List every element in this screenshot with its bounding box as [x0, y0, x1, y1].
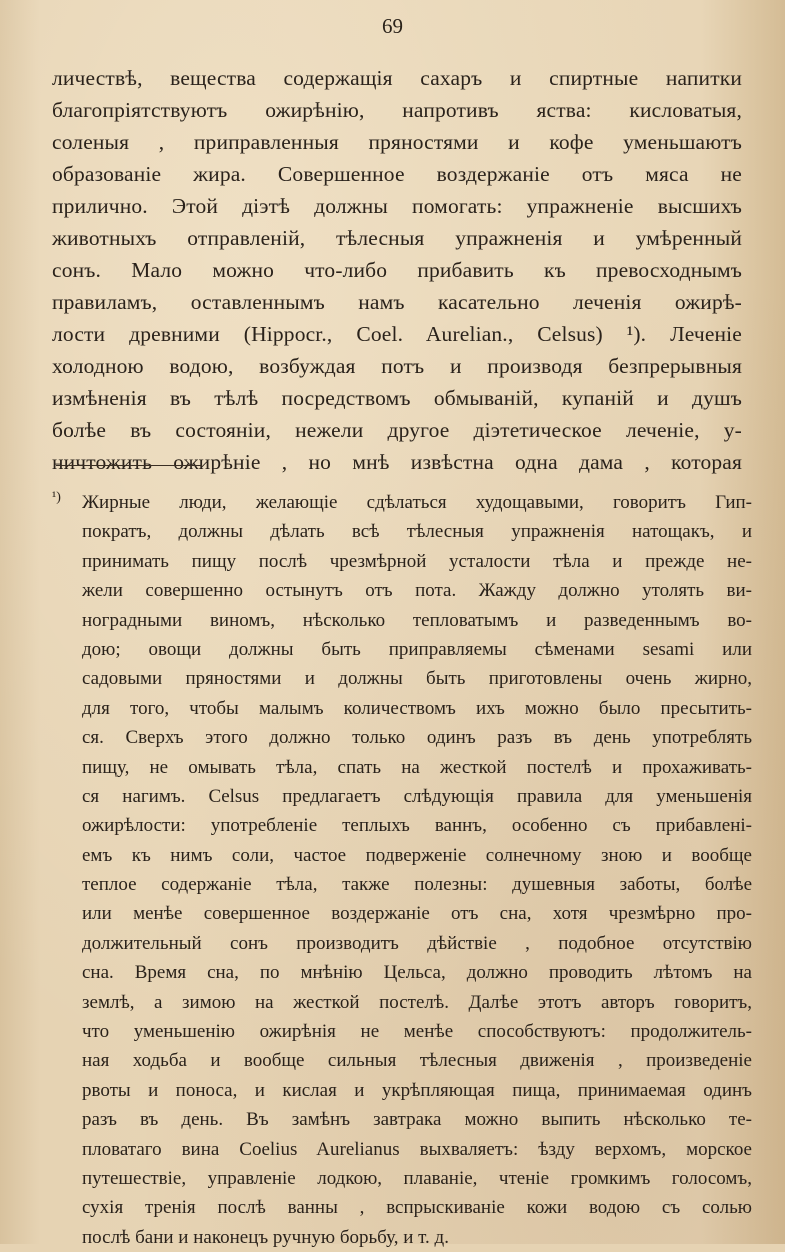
- footnote-line: что уменьшенію ожирѣнія не менѣе способствуютъ: продолжитель-: [82, 1021, 752, 1043]
- main-line: благопріятствуютъ ожирѣнію, напротивъ яства: кисловатыя,: [52, 98, 742, 122]
- footnote-line: Жирные люди, желающіе сдѣлаться худощавыми, говоритъ Гип-: [82, 492, 752, 513]
- footnote-line: пократъ, должны дѣлать всѣ тѣлесныя упражненія натощакъ, и: [82, 521, 752, 543]
- main-line: правиламъ, оставленнымъ намъ касательно леченія ожирѣ-: [52, 290, 742, 314]
- footnote-line: теплое содержаніе тѣла, также полезны: душевныя заботы, болѣе: [82, 874, 752, 896]
- main-line: лости древними (Hippocr., Coel. Aurelian., Celsus) ¹). Леченіе: [52, 322, 742, 346]
- main-line: холодною водою, возбуждая потъ и производя безпрерывныя: [52, 354, 742, 378]
- footnote-line: должительный сонъ производитъ дѣйствіе , подобное отсутствію: [82, 932, 752, 954]
- footnote-block: [52, 488, 752, 1252]
- footnote-line: ноградными виномъ, нѣсколько тепловатымъ и разведеннымъ во-: [82, 609, 752, 631]
- footnote-line: послѣ бани и наконецъ ручную борьбу, и т. д.: [82, 1226, 449, 1248]
- footnote-line: или менѣе совершенное воздержаніе отъ сна, хотя чрезмѣрно про-: [82, 903, 752, 925]
- footnote-line: емъ къ нимъ соли, частое подверженіе солнечному зною и вообще: [82, 844, 752, 866]
- footnote-line: ся. Сверхъ этого должно только одинъ разъ въ день употреблять: [82, 727, 752, 749]
- main-line: болѣе въ состояніи, нежели другое діэтетическое леченіе, у-: [52, 418, 742, 442]
- main-line: измѣненія въ тѣлѣ посредствомъ обмыванiй, купаній и душъ: [52, 386, 742, 410]
- footnote-line: землѣ, а зимою на жесткой постелѣ. Далѣе этотъ авторъ говоритъ,: [82, 991, 752, 1013]
- main-line: соленыя , приправленныя пряностями и кофе уменьшаютъ: [52, 130, 742, 154]
- footnote-line: сухія тренія послѣ ванны , вспрыскиваніе кожи водою съ солью: [82, 1197, 752, 1219]
- main-text-block: [52, 62, 742, 478]
- footnote-line: дою; овощи должны быть приправляемы сѣменами sesami или: [82, 638, 752, 660]
- footnote-line: пищу, не омывать тѣла, спать на жесткой постелѣ и прохаживать-: [82, 756, 752, 778]
- footnote-divider: [56, 465, 202, 466]
- main-line: прилично. Этой діэтѣ должны помогать: упражненіе высшихъ: [52, 194, 742, 218]
- footnote-line: сна. Время сна, по мнѣнію Цельса, должно проводить лѣтомъ на: [82, 962, 752, 984]
- main-line: животныхъ отправленій, тѣлесныя упражненія и умѣренный: [52, 226, 742, 250]
- footnote-line: ная ходьба и вообще сильныя тѣлесныя движенія , произведеніе: [82, 1050, 752, 1072]
- footnote-line: пловатаго вина Coelius Aurelianus выхваляетъ: ѣзду верхомъ, морское: [82, 1138, 752, 1160]
- page-number: 69: [382, 14, 403, 38]
- main-line: личествѣ, вещества содержащія сахаръ и спиртные напитки: [52, 66, 742, 90]
- footnote-line: путешествіе, управленіе лодкою, плаваніе, чтеніе громкимъ голосомъ,: [82, 1167, 752, 1189]
- footnote-first-line-wrap: [52, 488, 752, 517]
- footnote-line: ся нагимъ. Celsus предлагаетъ слѣдующія правила для уменьшенія: [82, 785, 752, 807]
- footnote-line: разъ въ день. Въ замѣнъ завтрака можно выпить нѣсколько те-: [82, 1109, 752, 1131]
- main-line: ничтожить ожирѣніе , но мнѣ извѣстна одна дама , которая: [52, 450, 742, 474]
- main-line: образованіе жира. Совершенное воздержаніе отъ мяса не: [52, 162, 742, 186]
- footnote-line: рвоты и поноса, и кислая и укрѣпляющая пища, принимаемая одинъ: [82, 1079, 752, 1101]
- footnote-marker: ¹): [52, 490, 61, 505]
- footnote-line: принимать пищу послѣ чрезмѣрной усталости тѣла и прежде не-: [82, 550, 752, 572]
- footnote-line: ожирѣлости: употребленіе теплыхъ ваннъ, особенно съ прибавленi-: [82, 815, 752, 837]
- footnote-line: садовыми пряностями и должны быть приготовлены очень жирно,: [82, 668, 752, 690]
- main-line: сонъ. Мало можно что-либо прибавить къ превосходнымъ: [52, 258, 742, 282]
- footnote-line: жели совершенно остынутъ отъ пота. Жажду должно утолять ви-: [82, 580, 752, 602]
- footnote-line: для того, чтобы малымъ количествомъ ихъ можно было пресытить-: [82, 697, 752, 719]
